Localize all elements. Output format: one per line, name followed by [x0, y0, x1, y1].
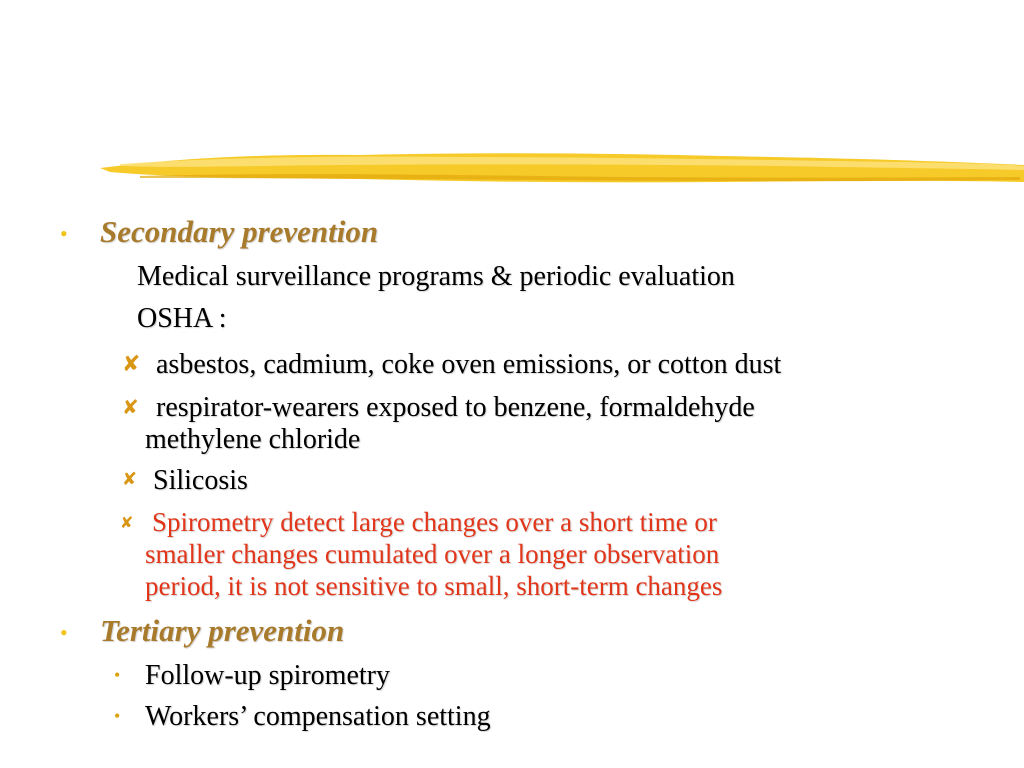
bullet-icon: • — [60, 620, 68, 645]
bullet-icon: • — [60, 221, 68, 246]
tertiary-item-follow-up: Follow-up spirometry — [145, 660, 390, 691]
tertiary-item-compensation: Workers’ compensation setting — [145, 701, 491, 732]
spirometry-note-line2: smaller changes cumulated over a longer observation — [145, 539, 720, 569]
osha-line: OSHA : — [137, 303, 227, 334]
bullet-icon: • — [114, 706, 121, 726]
osha-item-silicosis: Silicosis — [153, 465, 248, 496]
medical-surveillance-line: Medical surveillance programs & periodic evaluation — [137, 261, 735, 292]
osha-item-asbestos: asbestos, cadmium, coke oven emissions, or cotton dust — [156, 349, 782, 380]
bullet-icon: • — [114, 665, 121, 685]
x-mark-icon: ✘ — [120, 513, 134, 532]
x-mark-icon: ✘ — [122, 352, 141, 377]
osha-item-respirator: respirator-wearers exposed to benzene, formaldehyde — [156, 392, 755, 423]
x-mark-icon: ✘ — [122, 395, 139, 419]
spirometry-note-line3: period, it is not sensitive to small, short-term changes — [145, 571, 723, 601]
tertiary-prevention-heading: Tertiary prevention — [100, 613, 345, 648]
osha-item-respirator-cont: methylene chloride — [145, 424, 361, 455]
spirometry-note-line1: Spirometry detect large changes over a short time or — [152, 507, 717, 537]
x-mark-icon: ✘ — [122, 469, 138, 490]
secondary-prevention-heading: Secondary prevention — [100, 214, 379, 249]
